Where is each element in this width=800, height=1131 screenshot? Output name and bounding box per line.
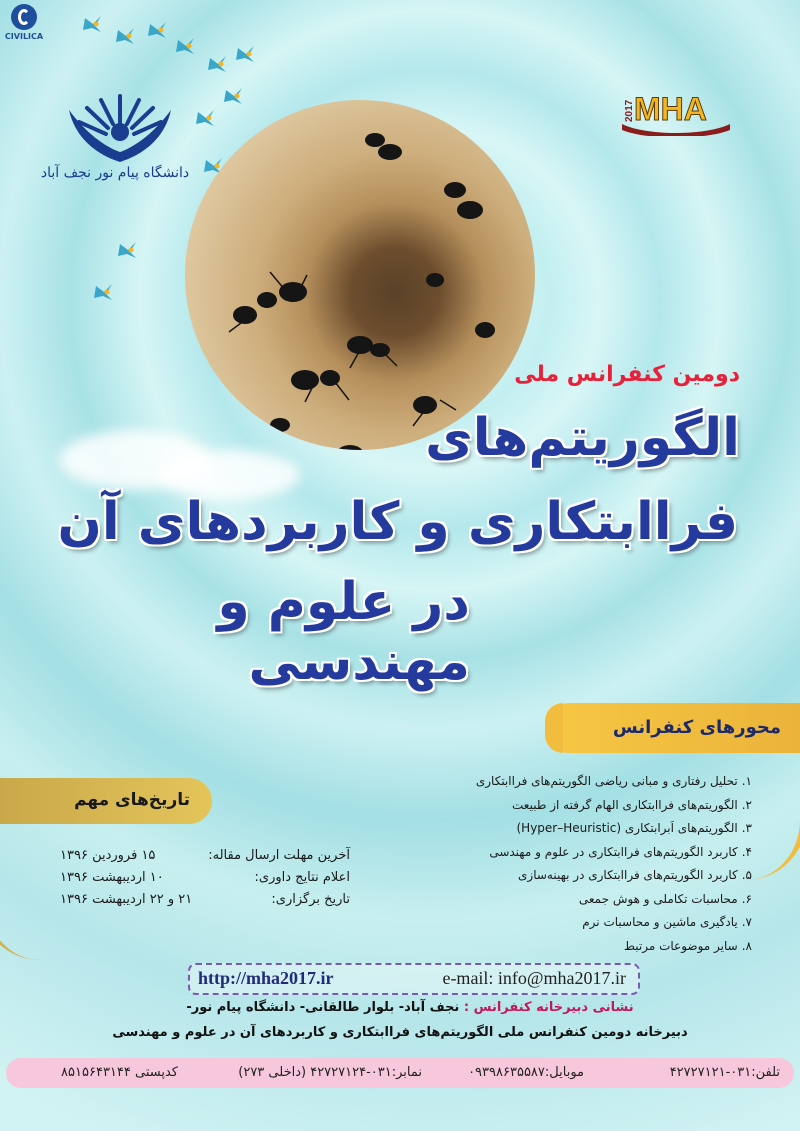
fax-number: نمابر:۰۳۱-۴۲۷۲۷۱۲۴ (داخلی ۲۷۳) [238,1065,422,1080]
university-name: دانشگاه پیام نور نجف آباد [40,165,190,181]
title-line-2: فراابتکاری و کاربردهای آن [57,492,738,552]
title-line-1: الگوریتم‌های [425,408,740,468]
mha-text: MHA [634,91,707,127]
date-row [60,867,350,889]
address-label: نشانی دبیرخانه کنفرانس : [463,1000,634,1015]
postal-code: کدپستی ۸۵۱۵۶۴۳۱۴۴ [61,1065,178,1080]
dates-table [60,845,350,911]
contact-bar [6,1058,794,1088]
date-value: ۱۰ اردیبهشت ۱۳۹۶ [60,870,164,885]
list-item: ۶.محاسبات تکاملی و هوش جمعی [578,891,752,906]
ants-icon [185,100,535,450]
date-row [60,889,350,911]
date-label: تاریخ برگزاری: [271,892,350,907]
dates-heading: تاریخ‌های مهم [74,790,190,810]
phone-number: تلفن:۰۳۱-۴۲۷۲۷۱۲۱ [669,1065,780,1080]
secretariat-address [160,1000,660,1015]
list-item: ۳.الگوریتم‌های اَبرابتکاری (Hyper–Heuristic) [516,821,752,835]
civilica-label: CIVILICA [4,32,44,41]
date-label: اعلام نتایج داوری: [254,870,350,885]
ant-colony-photo [185,100,535,450]
date-value: ۱۵ فروردین ۱۳۹۶ [60,848,156,863]
mha-year: 2017 [624,99,635,122]
list-item: ۷.یادگیری ماشین و محاسبات نرم [582,915,752,929]
conference-subtitle: دومین کنفرانس ملی [514,362,740,387]
list-item: ۸.سایر موضوعات مرتبط [623,938,752,953]
date-row [60,845,350,867]
axes-list [432,770,752,958]
dates-decoration [0,810,46,960]
contact-links-box [188,963,640,995]
address-text: نجف آباد- بلوار طالقانی- دانشگاه پیام نور- [186,1000,460,1015]
pnu-emblem-icon [65,92,175,164]
secretariat-name: دبیرخانه دومین کنفرانس ملی الگوریتم‌های فراابتکاری و کاربردهای آن در علوم و مهندسی [112,1025,688,1040]
mha-logo [616,84,734,136]
list-item: ۴.کاربرد الگوریتم‌های فراابتکاری در علوم و مهندسی [489,844,752,859]
date-label: آخرین مهلت ارسال مقاله: [208,848,350,863]
mobile-number: موبایل:۰۹۳۹۸۶۳۵۵۸۷ [468,1065,584,1080]
email-link[interactable]: e-mail: info@mha2017.ir [442,968,626,988]
date-value: ۲۱ و ۲۲ اردیبهشت ۱۳۹۶ [60,892,193,907]
university-logo [60,92,180,168]
website-link[interactable]: http://mha2017.ir [198,968,334,988]
title-line-3: در علوم و مهندسی [217,572,470,692]
list-item: ۵.کاربرد الگوریتم‌های فراابتکاری در بهینه‌سازی [518,868,752,882]
axes-heading: محورهای کنفرانس [612,717,781,738]
list-item: ۱.تحلیل رفتاری و مبانی ریاضی الگوریتم‌های فراابتکاری [475,774,752,788]
list-item: ۲.الگوریتم‌های فراابتکاری الهام گرفته از طبیعت [512,797,752,812]
